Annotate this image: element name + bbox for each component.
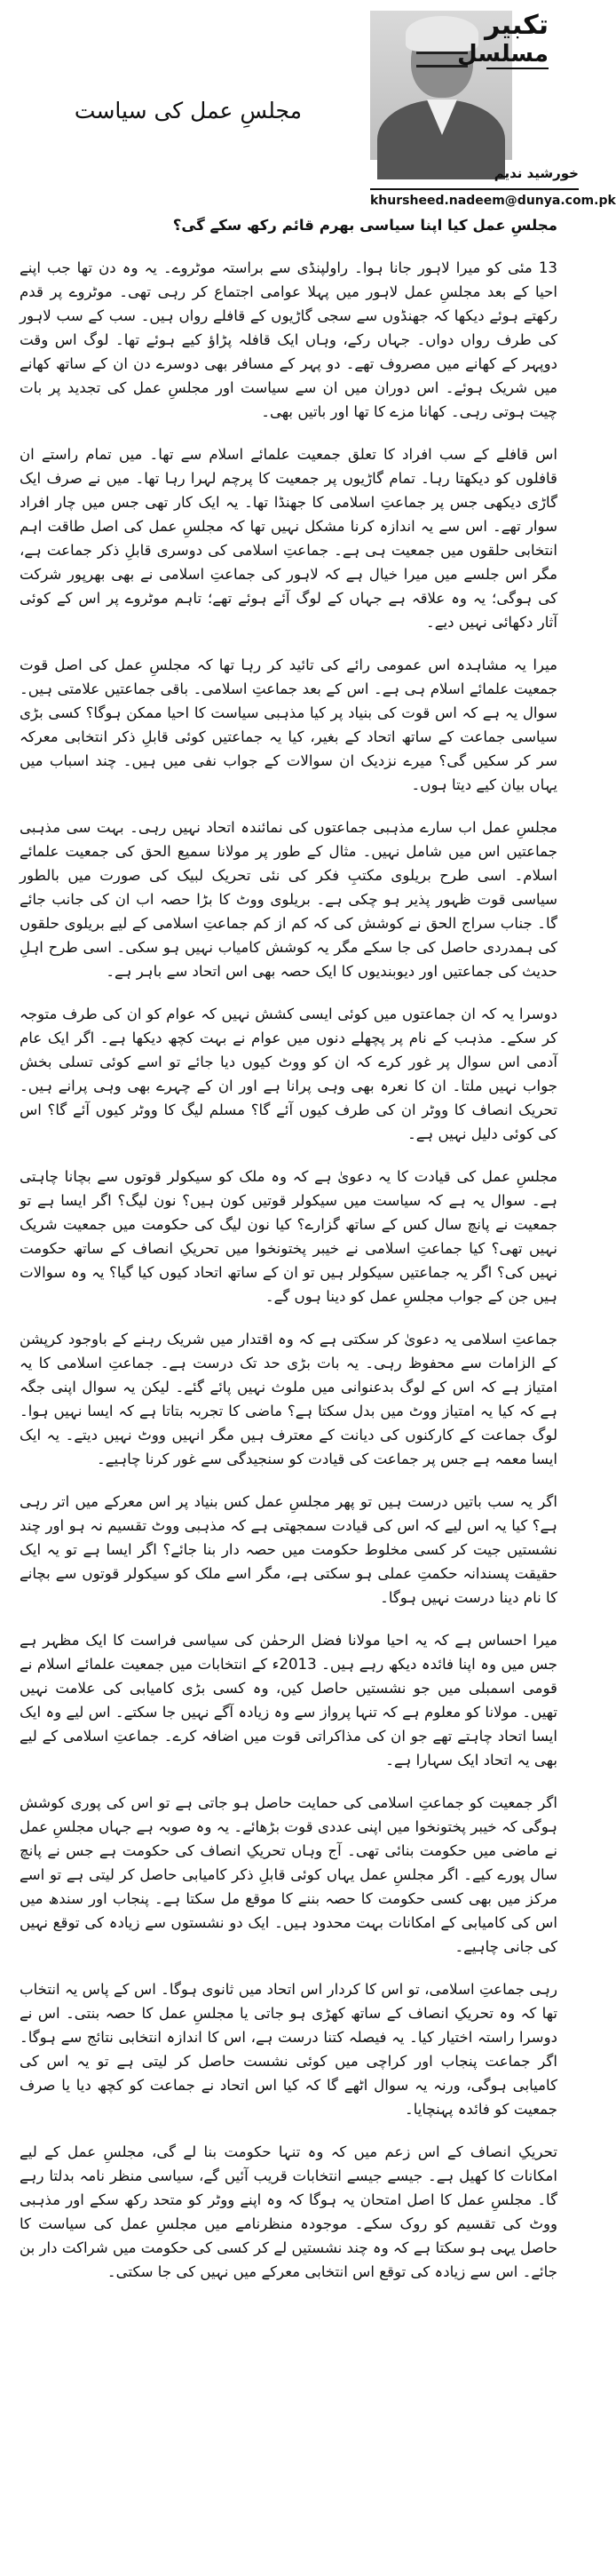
column-brand-logo — [457, 10, 549, 69]
article-paragraph: اگر جمعیت کو جماعتِ اسلامی کی حمایت حاصل ہو جاتی ہے تو اس کی پوری کوشش ہوگی کہ خیبر پختونخوا میں اپنی عددی قوت بڑھائے۔ یہ وہ صوبہ ہے جہاں مجلسِ عمل نے ماضی میں حکومت بنائی تھی۔ آج وہاں تحریکِ انصاف کی حکومت ہے جس نے پانچ سال پورے کیے۔ اگر مجلسِ عمل یہاں کوئی قابلِ ذکر کامیابی حاصل کر لیتی ہے تو اسے مرکز میں بھی کسی حکومت کا حصہ بننے کا موقع مل سکتا ہے۔ پنجاب اور سندھ میں اس کی کامیابی کے امکانات بہت محدود ہیں۔ ایک دو نشستوں سے زیادہ کی توقع نہیں کی جانی چاہیے۔ — [20, 1794, 557, 1955]
article-paragraph: میرا یہ مشاہدہ اس عمومی رائے کی تائید کر رہا تھا کہ مجلسِ عمل کی اصل قوت جمعیت علمائے اسلام ہی ہے۔ اس کے بعد جماعتِ اسلامی۔ باقی جماعتیں علامتی ہیں۔ سوال یہ ہے کہ اس قوت کی بنیاد پر کیا مذہبی سیاست کا احیا ممکن ہوگا؟ کسی بڑی سیاسی جماعت کے ساتھ اتحاد کے بغیر، کیا یہ جماعتیں کوئی قابلِ ذکر انتخابی معرکہ سر کر سکیں گی؟ میرے نزدیک ان سوالات کے جواب نفی میں ہیں۔ چند اسباب میں یہاں بیان کیے دیتا ہوں۔ — [20, 656, 557, 793]
article-paragraph: اس قافلے کے سب افراد کا تعلق جمعیت علمائے اسلام سے تھا۔ میں تمام راستے ان قافلوں کو دیکھتا رہا۔ تمام گاڑیوں پر جمعیت کا پرچم لہرا رہا تھا۔ میں نے صرف ایک گاڑی دیکھی جس پر جماعتِ اسلامی کا جھنڈا تھا۔ یہ ایک کار تھی جس میں چار افراد سوار تھے۔ اس سے یہ اندازہ کرنا مشکل نہیں تھا کہ مجلسِ عمل کی اصل طاقت اہم انتخابی حلقوں میں جمعیت ہی ہے۔ جماعتِ اسلامی کی دوسری قابلِ ذکر جماعت ہے، مگر اس جلسے میں میرا خیال ہے کہ لاہور کی جماعتِ اسلامی نے بھی بھرپور شرکت کی ہوگی؛ یہ وہ علاقہ ہے جہاں کے لوگ آئے ہوئے تھے؛ تاہم موٹروے پر اس کے کوئی آثار دکھائی نہیں دیے۔ — [20, 446, 557, 631]
article-paragraph: اگر یہ سب باتیں درست ہیں تو پھر مجلسِ عمل کس بنیاد پر اس معرکے میں اتر رہی ہے؟ کیا یہ اس لیے کہ اس کی قیادت سمجھتی ہے کہ مذہبی ووٹ تقسیم نہ ہو اور چند نشستیں جیت کر کسی مخلوط حکومت میں حصہ دار بنا جائے؟ اگر ایسا ہے تو یہ ایک حقیقت پسندانہ حکمتِ عملی ہو سکتی ہے، مگر اسے ملک کو سیکولر قوتوں سے بچانے کا نام دینا درست نہیں ہوگا۔ — [20, 1493, 557, 1606]
article-paragraph: مجلسِ عمل کی قیادت کا یہ دعویٰ ہے کہ وہ ملک کو سیکولر قوتوں سے بچانا چاہتی ہے۔ سوال یہ ہے کہ سیاست میں سیکولر قوتیں کون ہیں؟ نون لیگ؟ اگر ایسا ہے تو جمعیت نے پانچ سال کس کے ساتھ گزارے؟ کیا نون لیگ کی حکومت میں جمعیت شریک نہیں تھی؟ کیا جماعتِ اسلامی نے خیبر پختونخوا میں تحریکِ انصاف کے ساتھ حکومت نہیں کی؟ اگر یہ جماعتیں سیکولر ہیں تو ان کے ساتھ اتحاد کیوں کیا گیا؟ یہ وہ سوالات ہیں جن کے جواب مجلسِ عمل کو دینا ہوں گے۔ — [20, 1168, 557, 1305]
author-email: khursheed.nadeem@dunya.com.pk — [370, 188, 579, 208]
article-paragraph: تحریکِ انصاف کے اس زعم میں کہ وہ تنہا حکومت بنا لے گی، مجلسِ عمل کے لیے امکانات کا کھیل ہے۔ جیسے جیسے انتخابات قریب آئیں گے، سیاسی منظر نامہ بدلتا رہے گا۔ مجلسِ عمل کا اصل امتحان یہ ہوگا کہ وہ اپنے ووٹر کو متحد رکھ سکے اور مذہبی ووٹ کی تقسیم کو روک سکے۔ موجودہ منظرنامے میں مجلسِ عمل کی سیاست کا حاصل یہی ہو سکتا ہے کہ وہ چند نشستیں لے کر کسی کی حکومت میں شراکت دار بن جائے۔ اس سے زیادہ کی توقع اس انتخابی معرکے میں نہیں کی جا سکتی۔ — [20, 2143, 557, 2280]
article-paragraph: رہی جماعتِ اسلامی، تو اس کا کردار اس اتحاد میں ثانوی ہوگا۔ اس کے پاس یہ انتخاب تھا کہ وہ تحریکِ انصاف کے ساتھ کھڑی ہو جاتی یا مجلسِ عمل کا حصہ بنتی۔ اس نے دوسرا راستہ اختیار کیا۔ یہ فیصلہ کتنا درست ہے، اس کا اندازہ انتخابی نتائج سے ہوگا۔ اگر جماعت پنجاب اور کراچی میں کوئی نشست حاصل کر لیتی ہے تو یہ اس کی کامیابی ہوگی، ورنہ یہ سوال اٹھے گا کہ کیا اس اتحاد نے جماعت کو کچھ دیا یا صرف جمعیت کو فائدہ پہنچایا۔ — [20, 1981, 557, 2118]
article-paragraph: مجلسِ عمل اب سارے مذہبی جماعتوں کی نمائندہ اتحاد نہیں رہی۔ بہت سی مذہبی جماعتیں اس میں شامل نہیں۔ مثال کے طور پر مولانا سمیع الحق کی جمعیت علمائے اسلام۔ اسی طرح بریلوی مکتبِ فکر کی نئی تحریک لبیک کی صورت میں بالطور سیاسی قوت ظہور پذیر ہو چکی ہے۔ بریلوی ووٹ کا بڑا حصہ اب ان کی جانب جائے گا۔ جناب سراج الحق نے کوشش کی کہ کم از کم جماعتِ اسلامی کے لیے بریلوی حلقوں کی ہمدردی حاصل کی جا سکے مگر یہ کوشش کامیاب نہیں ہو سکی۔ اسی طرح اہلِ حدیث کی جماعتیں اور دیوبندیوں کا ایک حصہ بھی اس اتحاد سے باہر ہے۔ — [20, 819, 557, 980]
article-paragraph: جماعتِ اسلامی یہ دعویٰ کر سکتی ہے کہ وہ اقتدار میں شریک رہنے کے باوجود کرپشن کے الزامات سے محفوظ رہی۔ یہ بات بڑی حد تک درست ہے۔ جماعتِ اسلامی کا یہ امتیاز ہے کہ اس کے لوگ بدعنوانی میں ملوث نہیں پائے گئے۔ لیکن یہ سوال اپنی جگہ ہے کہ کیا یہ امتیاز ووٹ میں بدل سکتا ہے؟ ماضی کا تجربہ بتاتا ہے کہ ایسا نہیں ہوا۔ لوگ جماعت کے کارکنوں کی دیانت کے معترف ہیں مگر انہیں ووٹ نہیں دیتے۔ یہ ایک ایسا معمہ ہے جس پر جماعت کی قیادت کو سنجیدگی سے غور کرنا چاہیے۔ — [20, 1331, 557, 1467]
brand-line-2: مسلسل — [457, 41, 549, 68]
brand-line-1: تکبیر — [485, 10, 549, 41]
article-paragraph: دوسرا یہ کہ ان جماعتوں میں کوئی ایسی کشش نہیں کہ عوام کو ان کی طرف متوجہ کر سکے۔ مذہب کے نام پر پچھلے دنوں میں عوام نے بہت کچھ دیکھا ہے۔ اگر ایک عام آدمی اس سوال پر غور کرے کہ ان کو ووٹ کیوں دیا جائے تو اسے کوئی تسلی بخش جواب نہیں ملتا۔ ان کا نعرہ بھی وہی پرانا ہے اور ان کے چہرے بھی وہی پرانے ہیں۔ تحریک انصاف کا ووٹر ان کی طرف کیوں آئے گا؟ مسلم لیگ کا ووٹر کیوں آئے گا؟ اس کی کوئی دلیل نہیں ہے۔ — [20, 1006, 557, 1142]
column-header — [20, 0, 616, 213]
article-paragraph: مجلسِ عمل کیا اپنا سیاسی بھرم قائم رکھ سکے گی؟ — [172, 217, 557, 234]
article-paragraph: 13 مئی کو میرا لاہور جانا ہوا۔ راولپنڈی سے براستہ موٹروے۔ یہ وہ دن تھا جب اپنے احیا کے بعد مجلسِ عمل لاہور میں پہلا عوامی اجتماع کر رہی تھی۔ موٹروے پر قدم رکھتے ہوئے دیکھا کہ جھنڈوں سے سجی گاڑیوں کے قافلے رواں ہیں۔ سب کے سب لاہور کی طرف رواں دواں۔ جہاں رکے، وہاں ایک قافلہ پڑاؤ کیے ہوئے تھا۔ لوگ اس وقت دوپہر کے کھانے میں مصروف تھے۔ دو پہر کے مسافر بھی دوسرے دن ان کے ساتھ کھانے میں شریک ہوئے۔ اس دوران میں ان سے سیاست اور مجلسِ عمل کی تجدید پر بات چیت ہوتی رہی۔ کھانا مزے کا تھا اور باتیں بھی۔ — [20, 259, 557, 420]
author-name: خورشید ندیم — [494, 165, 579, 181]
article-body — [20, 213, 557, 2284]
article-paragraph: میرا احساس ہے کہ یہ احیا مولانا فضل الرحمٰن کی سیاسی فراست کا ایک مظہر ہے جس میں وہ اپنا فائدہ دیکھ رہے ہیں۔ 2013ء کے انتخابات میں جمعیت علمائے اسلام نے قومی اسمبلی میں جو نشستیں حاصل کیں، وہ کسی بڑی کامیابی کی علامت نہیں تھیں۔ مولانا کو معلوم ہے کہ تنہا پرواز سے وہ زیادہ آگے نہیں جا سکتے۔ اس لیے وہ ایک ایسا اتحاد چاہتے تھے جو ان کی مذاکراتی قوت میں اضافہ کرے۔ جماعتِ اسلامی کے لیے بھی یہ اتحاد ایک سہارا ہے۔ — [20, 1632, 558, 1769]
article-title: مجلسِ عمل کی سیاست — [74, 98, 303, 123]
